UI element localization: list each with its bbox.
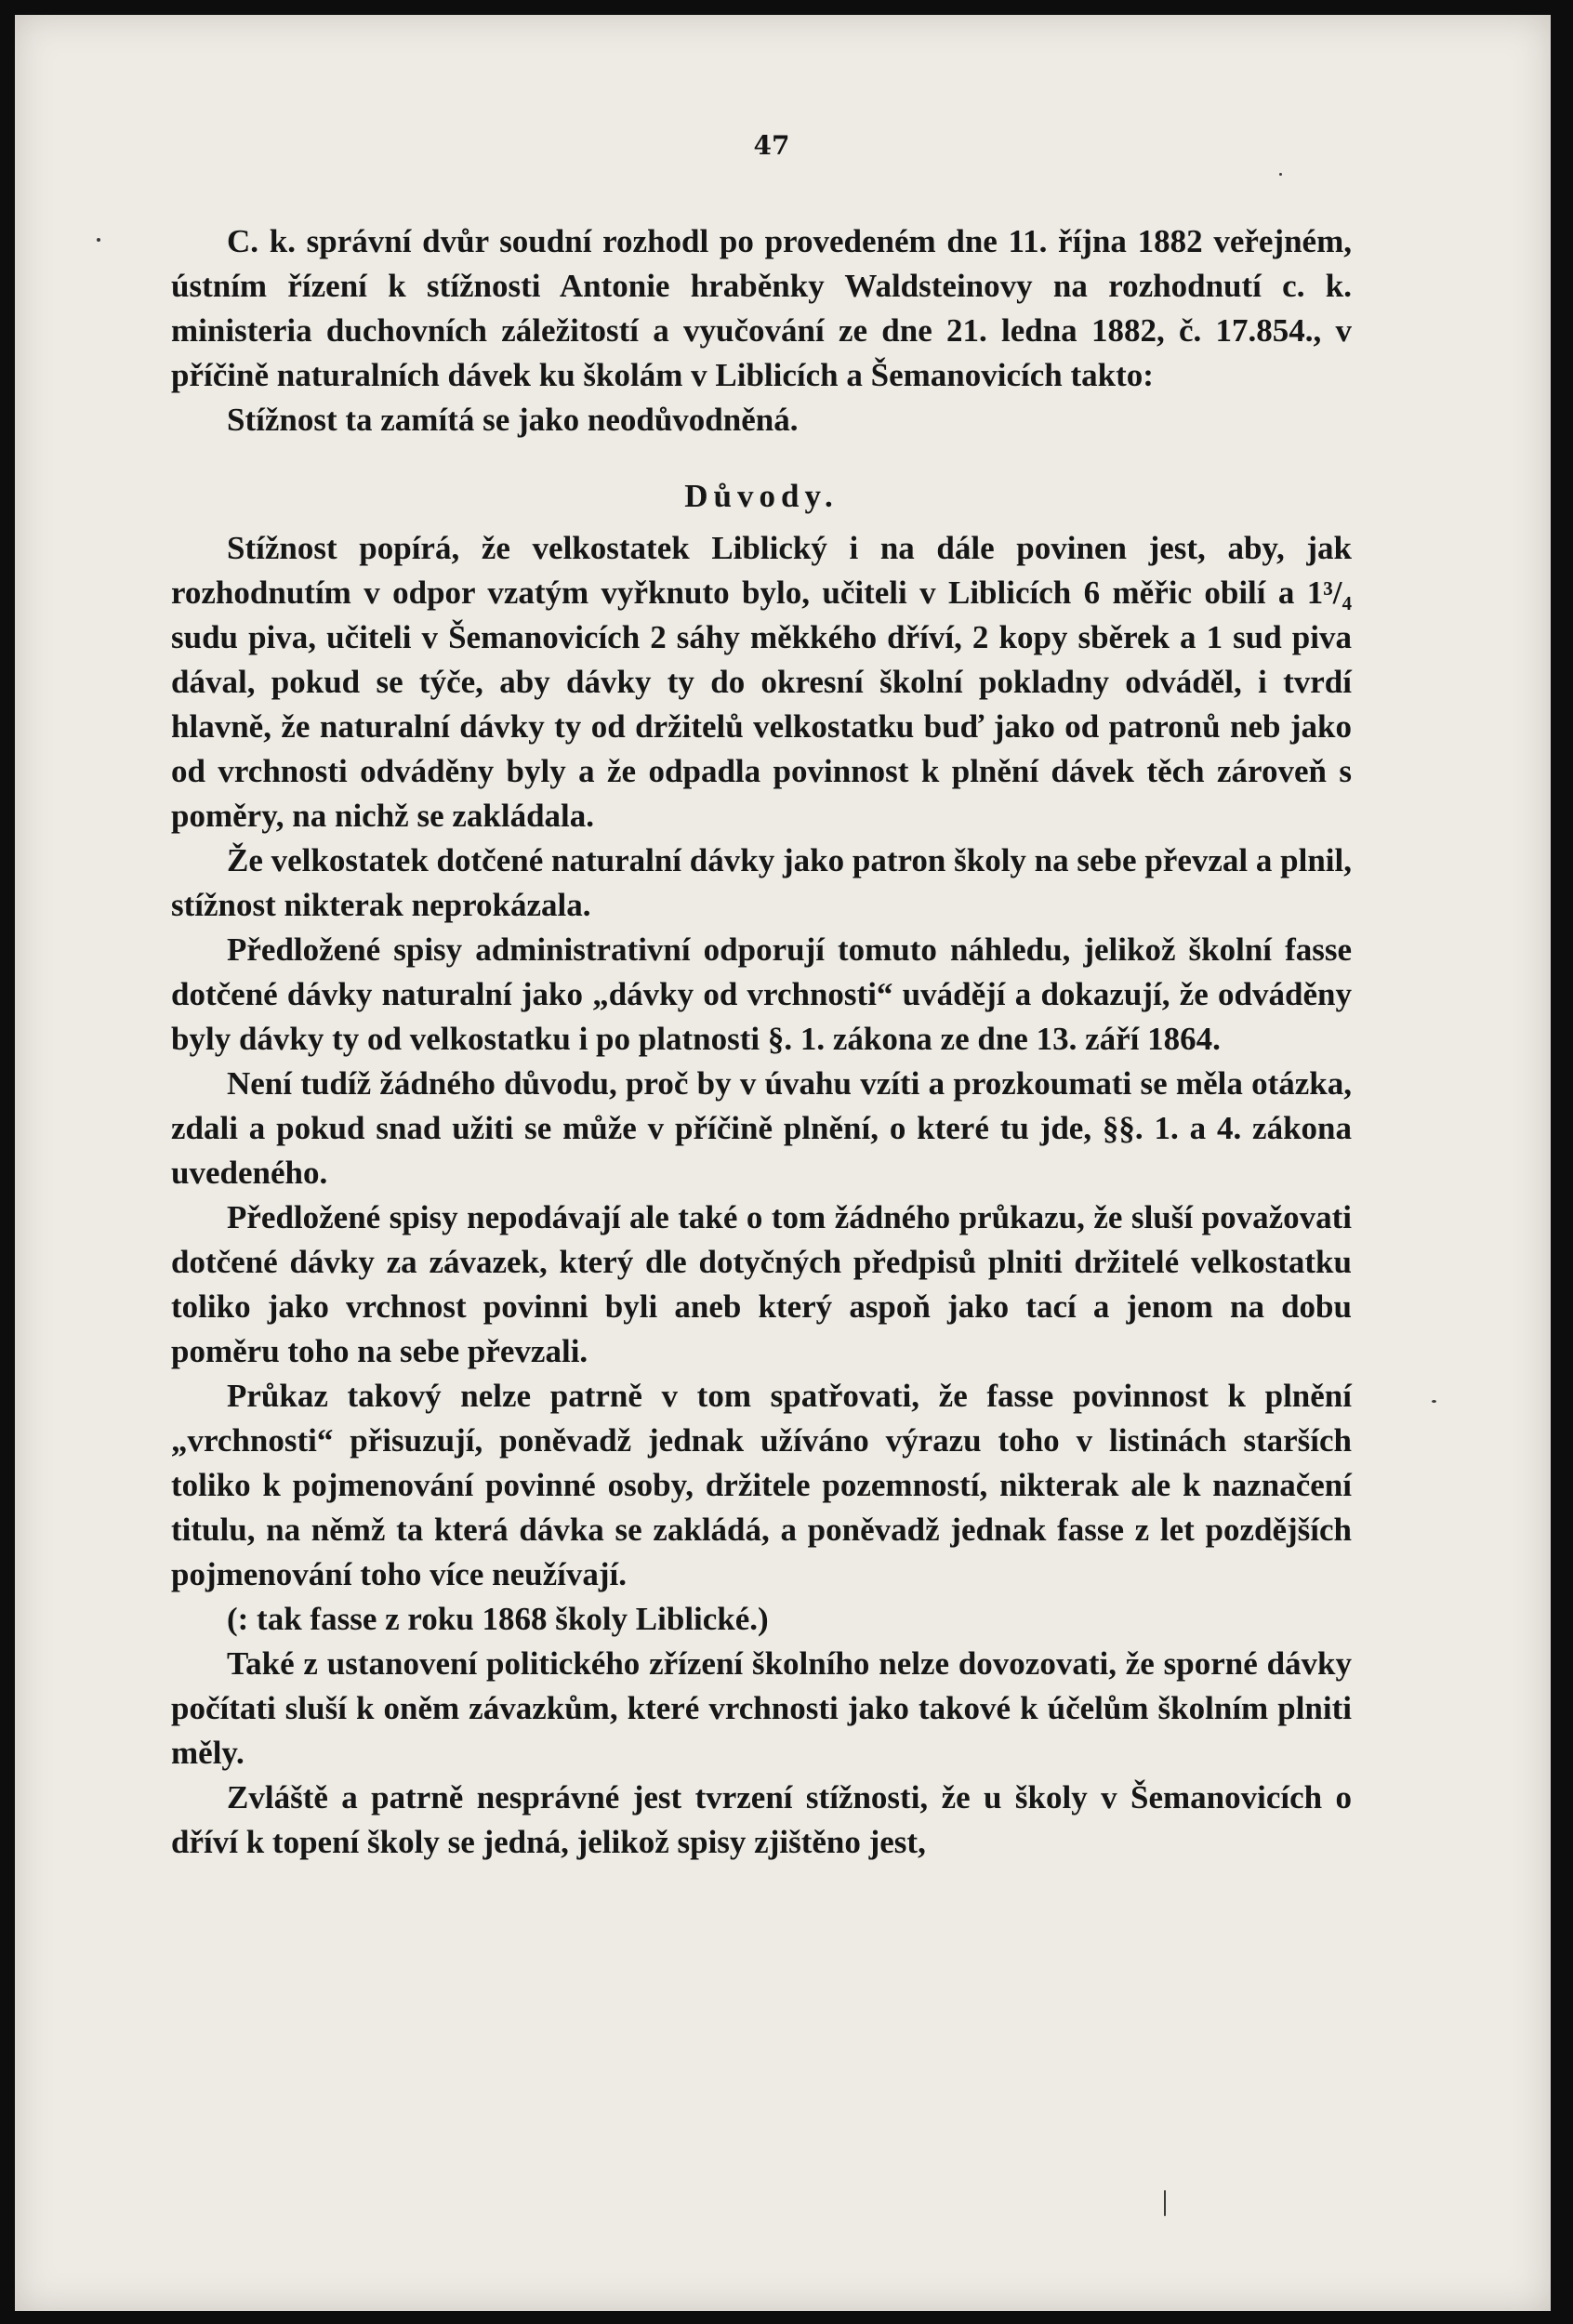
section-heading-duvody: Důvody. [684, 478, 839, 514]
paragraph-patron: Že velkostatek dotčené naturalní dávky jako patron školy na sebe převzal a plnil, stížnost nikterak neprokázala. [171, 842, 1352, 923]
paragraph-semanovice-wood: Zvláště a patrně nesprávné jest tvrzení stížnosti, že u školy v Šemanovicích o dříví k topení školy se jedná, jelikož spisy zjištěno jest, [171, 1779, 1352, 1860]
body-text [171, 219, 1352, 1865]
paper-speck [1164, 2190, 1166, 2216]
paragraph-proof-fasse: Průkaz takový nelze patrně v tom spatřovati, že fasse povinnost k plnění „vrchnosti“ přisuzují, poněvadž jednak užíváno výrazu toho v listinách starších toliko k pojmenování povinné osoby, držitele pozemností, nikterak ale k naznačení titulu, na němž ta která dávka se zakládá, a poněvadž jednak fasse z let pozdějších pojmenování toho více neužívají. [171, 1378, 1352, 1592]
document-page [15, 15, 1551, 2311]
paragraph-fasse-1868: (: tak fasse z roku 1868 školy Liblické.) [227, 1601, 769, 1637]
paragraph-verdict: Stížnost ta zamítá se jako neodůvodněná. [227, 402, 799, 438]
paper-speck [1432, 1400, 1436, 1403]
paragraph-no-proof: Předložené spisy nepodávají ale také o tom žádného průkazu, že sluší považovati dotčené dávky za závazek, který dle dotyčných předpisů plniti držitelé velkostatku toliko jako vrchnost povinni byli aneb který aspoň jako tací a jenom na dobu poměru toho na sebe převzali. [171, 1199, 1352, 1369]
paragraph-political-order: Také z ustanovení politického zřízení školního nelze dovozovati, že sporné dávky počítati sluší k oněm závazkům, které vrchnosti jako takové k účelům školním plniti měly. [171, 1645, 1352, 1771]
paper-speck [97, 238, 100, 242]
page-number: 47 [753, 130, 790, 161]
paragraph-administrative-files: Předložené spisy administrativní odporují tomuto náhledu, jelikož školní fasse dotčené dávky naturalní jako „dávky od vrchnosti“ uvádějí a dokazují, že odváděny byly dávky ty od velkostatku i po platnosti §. 1. zákona ze dne 13. září 1864. [171, 931, 1352, 1057]
paper-speck [1279, 173, 1282, 176]
paragraph-no-reason: Není tudíž žádného důvodu, proč by v úvahu vzíti a prozkoumati se měla otázka, zdali a pokud snad užiti se může v příčině plnění, o které tu jde, §§. 1. a 4. zákona uvedeného. [171, 1065, 1352, 1191]
paragraph-complaint: Stížnost popírá, že velkostatek Liblický i na dále povinen jest, aby, jak rozhodnutím v odpor vzatým vyřknuto bylo, učiteli v Liblicích 6 měřic obilí a 1³/₄ sudu piva, učiteli v Šemanovicích 2 sáhy měkkého dříví, 2 kopy sběrek a 1 sud piva dával, pokud se týče, aby dávky ty do okresní školní pokladny odváděl, i tvrdí hlavně, že naturalní dávky ty od držitelů velkostatku buď jako od patronů neb jako od vrchnosti odváděny byly a že odpadla povinnost k plnění dávek těch zároveň s poměry, na nichž se zakládala. [171, 530, 1352, 834]
paragraph-decision-intro: C. k. správní dvůr soudní rozhodl po provedeném dne 11. října 1882 veřejném, ústním řízení k stížnosti Antonie hraběnky Waldsteinovy na rozhodnutí c. k. ministeria duchovních záležitostí a vyučování ze dne 21. ledna 1882, č. 17.854., v příčině naturalních dávek ku školám v Liblicích a Šemanovicích takto: [171, 223, 1352, 393]
